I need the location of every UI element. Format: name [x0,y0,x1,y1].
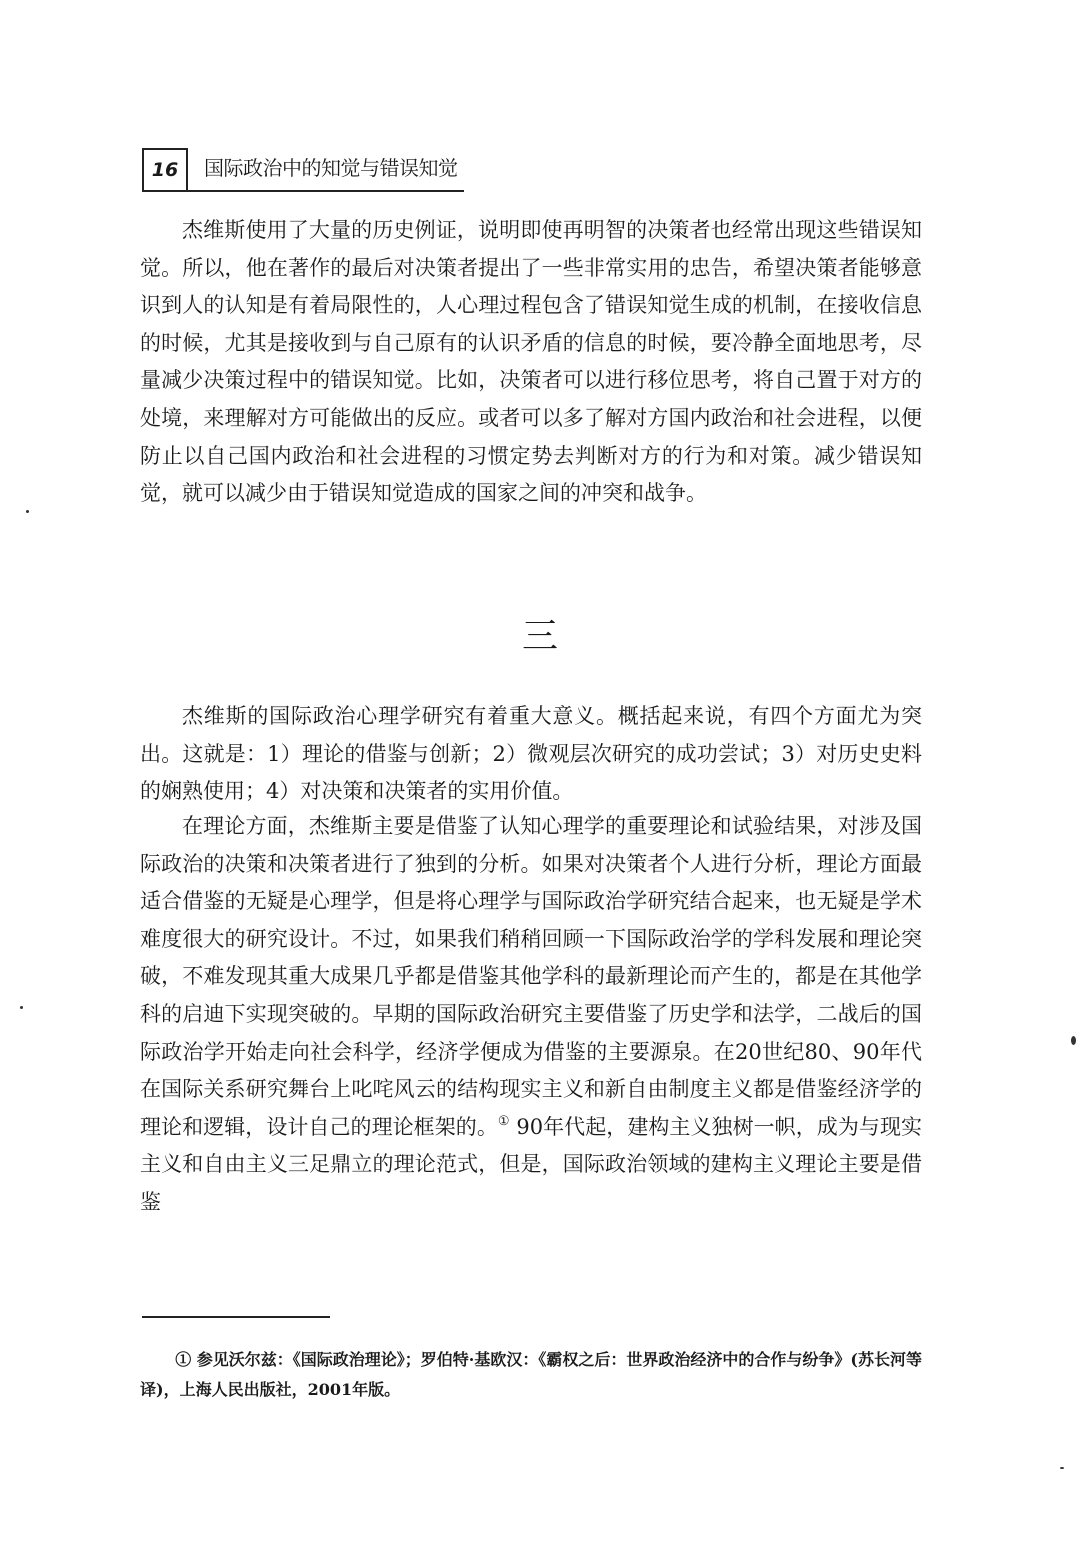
body-paragraph-2: 杰维斯的国际政治心理学研究有着重大意义。概括起来说，有四个方面尤为突出。这就是：1）理论的借鉴与创新；2）微观层次研究的成功尝试；3）对历史史料的娴熟使用；4）对决策和决策者的实用价值。 [140,704,922,804]
scan-speck [1071,1036,1076,1045]
section-heading: 三 [521,616,558,657]
running-header [142,148,472,192]
running-title: 国际政治中的知觉与错误知觉 [204,156,458,180]
footnote: ① 参见沃尔兹：《国际政治理论》；罗伯特·基欧汉：《霸权之后：世界政治经济中的合作与纷争》(苏长河等译)，上海人民出版社，2001年版。 [140,1350,922,1399]
body-paragraph-3 [140,808,922,1222]
scan-speck [20,1006,23,1009]
scan-speck [1060,1467,1064,1469]
footnote-reference[interactable]: ① [497,1113,510,1129]
header-rule [188,190,464,192]
page-number: 16 [142,148,188,192]
scan-speck [26,510,29,513]
paragraph-3-text-a: 在理论方面，杰维斯主要是借鉴了认知心理学的重要理论和试验结果，对涉及国际政治的决策和决策者进行了独到的分析。如果对决策者个人进行分析，理论方面最适合借鉴的无疑是心理学，但是将心理学与国际政治学研究结合起来，也无疑是学术难度很大的研究设计。不过，如果我们稍稍回顾一下国际政治学的学科发展和理论突破，不难发现其重大成果几乎都是借鉴其他学科的最新理论而产生的，都是在其他学科的启迪下实现突破的。早期的国际政治研究主要借鉴了历史学和法学，二战后的国际政治学开始走向社会科学，经济学便成为借鉴的主要源泉。在20世纪80、90年代在国际关系研究舞台上叱咤风云的结构现实主义和新自由制度主义都是借鉴经济学的理论和逻辑，设计自己的理论框架的。 [140,814,922,1139]
paragraph-3-text-b: 90年代起，建构主义独树一帜，成为与现实主义和自由主义三足鼎立的理论范式，但是，国际政治领域的建构主义理论主要是借鉴 [140,1114,922,1214]
body-paragraph-1: 杰维斯使用了大量的历史例证，说明即使再明智的决策者也经常出现这些错误知觉。所以，他在著作的最后对决策者提出了一些非常实用的忠告，希望决策者能够意识到人的认知是有着局限性的，人心理过程包含了错误知觉生成的机制，在接收信息的时候，尤其是接收到与自己原有的认识矛盾的信息的时候，要冷静全面地思考，尽量减少决策过程中的错误知觉。比如，决策者可以进行移位思考，将自己置于对方的处境，来理解对方可能做出的反应。或者可以多了解对方国内政治和社会进程，以便防止以自己国内政治和社会进程的习惯定势去判断对方的行为和对策。减少错误知觉，就可以减少由于错误知觉造成的国家之间的冲突和战争。 [140,218,922,506]
footnote-rule [142,1316,330,1318]
